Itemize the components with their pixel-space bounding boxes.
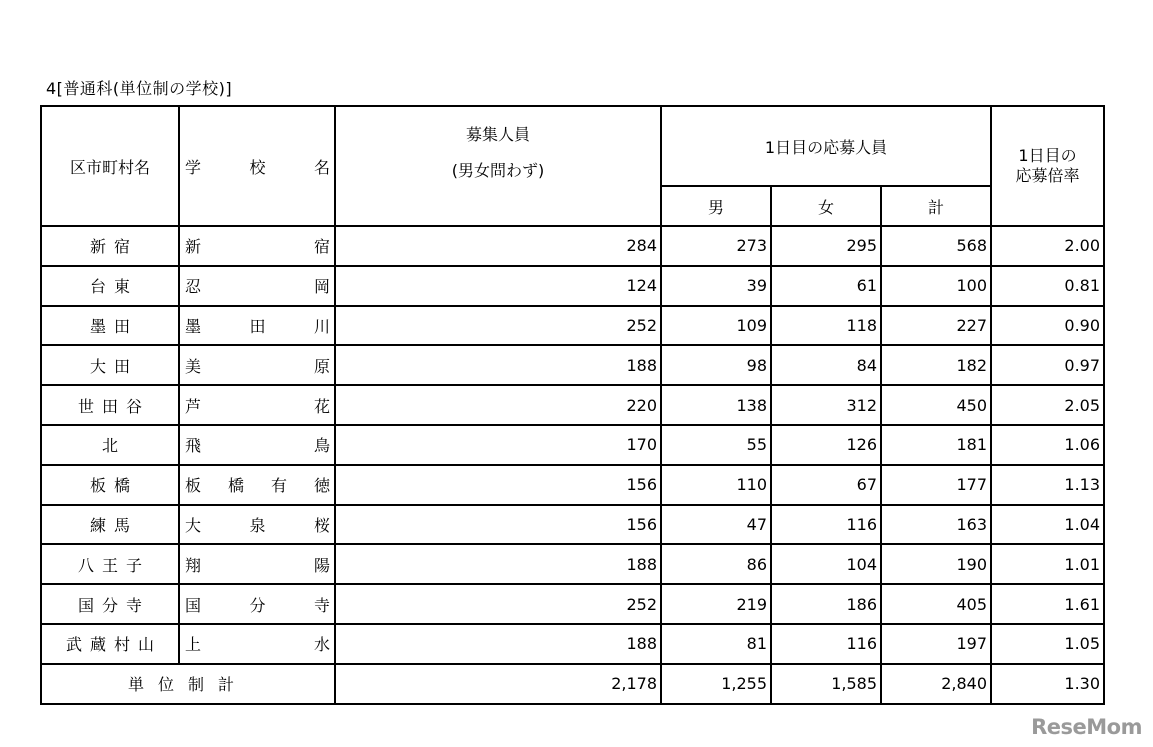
female-cell: 104: [771, 544, 881, 584]
header-ratio-line2: 応募倍率: [1015, 166, 1080, 185]
header-female: 女: [771, 186, 881, 226]
capacity-cell: 220: [335, 385, 661, 425]
header-ratio: [991, 106, 1104, 226]
applicant-table: [40, 105, 1105, 705]
female-cell: 67: [771, 465, 881, 505]
capacity-cell: 124: [335, 266, 661, 306]
table-row: [41, 544, 1104, 584]
capacity-cell: 156: [335, 505, 661, 545]
total-cell: 100: [881, 266, 991, 306]
capacity-cell: 284: [335, 226, 661, 266]
capacity-cell: 252: [335, 584, 661, 624]
ratio-cell: 0.90: [991, 306, 1104, 346]
ward-cell: 墨田: [41, 306, 179, 346]
capacity-cell: 170: [335, 425, 661, 465]
female-cell: 61: [771, 266, 881, 306]
header-capacity-line2: (男女問わず): [451, 161, 545, 180]
header-ward: 区市町村名: [41, 106, 179, 226]
female-cell: 84: [771, 345, 881, 385]
total-label: 単位制計: [41, 664, 335, 704]
ratio-cell: 1.05: [991, 624, 1104, 664]
total-cell: 568: [881, 226, 991, 266]
school-cell: 上水: [179, 624, 335, 664]
table-row: [41, 385, 1104, 425]
ratio-cell: 1.04: [991, 505, 1104, 545]
ward-cell: 台東: [41, 266, 179, 306]
table-row: [41, 266, 1104, 306]
total-male: 1,255: [661, 664, 771, 704]
male-cell: 47: [661, 505, 771, 545]
ward-cell: 八王子: [41, 544, 179, 584]
school-cell: 板橋有徳: [179, 465, 335, 505]
male-cell: 98: [661, 345, 771, 385]
ward-cell: 板橋: [41, 465, 179, 505]
header-capacity-line1: 募集人員: [465, 125, 530, 144]
total-cell: 450: [881, 385, 991, 425]
header-applicants: 1日目の応募人員: [661, 106, 991, 186]
table-row: [41, 425, 1104, 465]
header-ratio-line1: 1日目の: [1018, 146, 1077, 165]
male-cell: 86: [661, 544, 771, 584]
table-body: [41, 226, 1104, 664]
male-cell: 273: [661, 226, 771, 266]
male-cell: 219: [661, 584, 771, 624]
male-cell: 55: [661, 425, 771, 465]
capacity-cell: 188: [335, 345, 661, 385]
resemom-logo: ReseMom: [1031, 715, 1142, 739]
school-cell: 翔陽: [179, 544, 335, 584]
school-cell: 国分寺: [179, 584, 335, 624]
total-ratio: 1.30: [991, 664, 1104, 704]
ward-cell: 大田: [41, 345, 179, 385]
female-cell: 116: [771, 505, 881, 545]
ratio-cell: 1.61: [991, 584, 1104, 624]
capacity-cell: 188: [335, 544, 661, 584]
total-cell: 163: [881, 505, 991, 545]
ward-cell: 北: [41, 425, 179, 465]
table-row: [41, 584, 1104, 624]
total-capacity: 2,178: [335, 664, 661, 704]
school-cell: 美原: [179, 345, 335, 385]
header-school: 学 校 名: [179, 106, 335, 226]
table-row: [41, 345, 1104, 385]
ratio-cell: 0.97: [991, 345, 1104, 385]
ratio-cell: 1.13: [991, 465, 1104, 505]
female-cell: 295: [771, 226, 881, 266]
table-row: [41, 624, 1104, 664]
school-cell: 飛鳥: [179, 425, 335, 465]
header-male: 男: [661, 186, 771, 226]
total-cell: 405: [881, 584, 991, 624]
female-cell: 118: [771, 306, 881, 346]
capacity-cell: 156: [335, 465, 661, 505]
total-cell: 177: [881, 465, 991, 505]
total-row: [41, 664, 1104, 704]
table-row: [41, 505, 1104, 545]
male-cell: 138: [661, 385, 771, 425]
table-heading: 4[普通科(単位制の学校)]: [46, 79, 233, 98]
ward-cell: 武蔵村山: [41, 624, 179, 664]
male-cell: 109: [661, 306, 771, 346]
male-cell: 110: [661, 465, 771, 505]
capacity-cell: 252: [335, 306, 661, 346]
ratio-cell: 1.01: [991, 544, 1104, 584]
header-total: 計: [881, 186, 991, 226]
total-cell: 181: [881, 425, 991, 465]
total-cell: 227: [881, 306, 991, 346]
ward-cell: 世田谷: [41, 385, 179, 425]
table-row: [41, 306, 1104, 346]
ward-cell: 練馬: [41, 505, 179, 545]
school-cell: 忍岡: [179, 266, 335, 306]
table-row: [41, 465, 1104, 505]
total-cell: 197: [881, 624, 991, 664]
header-capacity: [335, 106, 661, 226]
capacity-cell: 188: [335, 624, 661, 664]
school-cell: 芦花: [179, 385, 335, 425]
total-cell: 190: [881, 544, 991, 584]
ratio-cell: 1.06: [991, 425, 1104, 465]
female-cell: 312: [771, 385, 881, 425]
school-cell: 墨田川: [179, 306, 335, 346]
male-cell: 39: [661, 266, 771, 306]
female-cell: 126: [771, 425, 881, 465]
school-cell: 新宿: [179, 226, 335, 266]
male-cell: 81: [661, 624, 771, 664]
female-cell: 116: [771, 624, 881, 664]
ratio-cell: 2.00: [991, 226, 1104, 266]
total-total: 2,840: [881, 664, 991, 704]
ratio-cell: 0.81: [991, 266, 1104, 306]
total-cell: 182: [881, 345, 991, 385]
ratio-cell: 2.05: [991, 385, 1104, 425]
female-cell: 186: [771, 584, 881, 624]
ward-cell: 新宿: [41, 226, 179, 266]
table-row: [41, 226, 1104, 266]
total-female: 1,585: [771, 664, 881, 704]
ward-cell: 国分寺: [41, 584, 179, 624]
school-cell: 大泉桜: [179, 505, 335, 545]
